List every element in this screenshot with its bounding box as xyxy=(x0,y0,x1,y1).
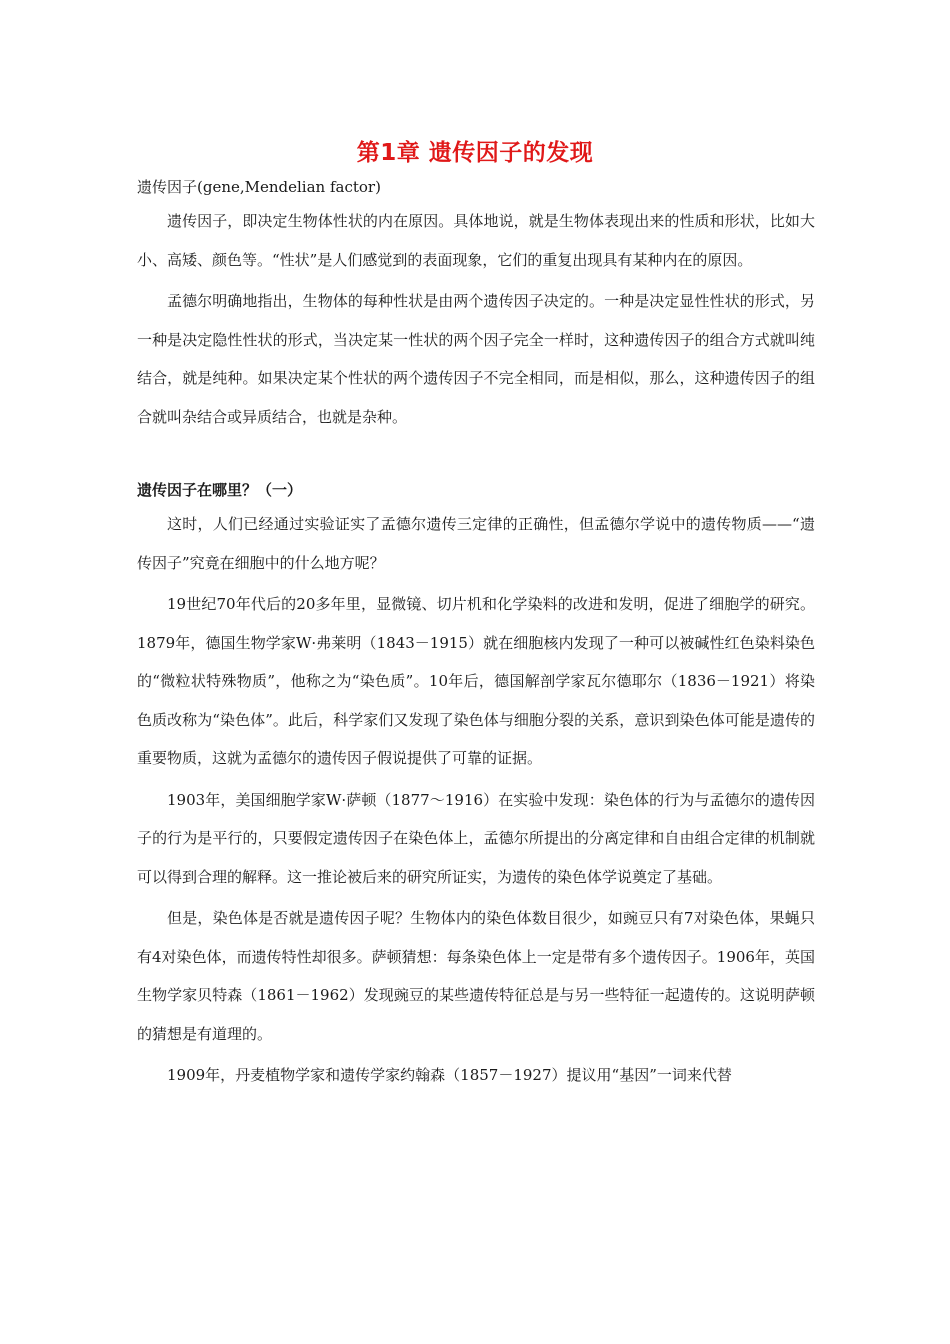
paragraph: 遗传因子，即决定生物体性状的内在原因。具体地说，就是生物体表现出来的性质和形状，比如大小、高矮、颜色等。“性状”是人们感觉到的表面现象，它们的重复出现具有某种内在的原因。 xyxy=(137,212,815,269)
paragraph: 1903年，美国细胞学家W·萨顿（1877～1916）在实验中发现：染色体的行为与孟德尔的遗传因子的行为是平行的，只要假定遗传因子在染色体上，孟德尔所提出的分离定律和自由组合定律的机制就可以得到合理的解释。这一推论被后来的研究所证实，为遗传的染色体学说奠定了基础。 xyxy=(137,790,815,886)
paragraph: 这时，人们已经通过实验证实了孟德尔遗传三定律的正确性，但孟德尔学说中的遗传物质——“遗传因子”究竟在细胞中的什么地方呢？ xyxy=(137,515,815,572)
paragraph: 孟德尔明确地指出，生物体的每种性状是由两个遗传因子决定的。一种是决定显性性状的形式，另一种是决定隐性性状的形式，当决定某一性状的两个因子完全一样时，这种遗传因子的组合方式就叫纯结合，就是纯种。如果决定某个性状的两个遗传因子不完全相同，而是相似，那么，这种遗传因子的组合就叫杂结合或异质结合，也就是杂种。 xyxy=(137,292,815,426)
paragraph: 19世纪70年代后的20多年里，显微镜、切片机和化学染料的改进和发明，促进了细胞学的研究。1879年，德国生物学家W·弗莱明（1843－1915）就在细胞核内发现了一种可以被碱性红色染料染色的“微粒状特殊物质”，他称之为“染色质”。10年后，德国解剖学家瓦尔德耶尔（1836－1921）将染色质改称为“染色体”。此后，科学家们又发现了染色体与细胞分裂的关系，意识到染色体可能是遗传的重要物质，这就为孟德尔的遗传因子假说提供了可靠的证据。 xyxy=(137,595,815,767)
chapter-title: 第1章 遗传因子的发现 xyxy=(356,140,594,166)
paragraph: 但是，染色体是否就是遗传因子呢？生物体内的染色体数目很少，如豌豆只有7对染色体，果蝇只有4对染色体，而遗传特性却很多。萨顿猜想：每条染色体上一定是带有多个遗传因子。1906年，英国生物学家贝特森（1861－1962）发现豌豆的某些遗传特征总是与另一些特征一起遗传的。这说明萨顿的猜想是有道理的。 xyxy=(137,909,815,1043)
document-body xyxy=(137,172,815,1095)
section-heading: 遗传因子在哪里？（一） xyxy=(137,481,303,499)
paragraph: 1909年，丹麦植物学家和遗传学家约翰森（1857－1927）提议用“基因”一词来代替 xyxy=(167,1066,732,1084)
subtitle: 遗传因子(gene,Mendelian factor) xyxy=(137,178,381,196)
